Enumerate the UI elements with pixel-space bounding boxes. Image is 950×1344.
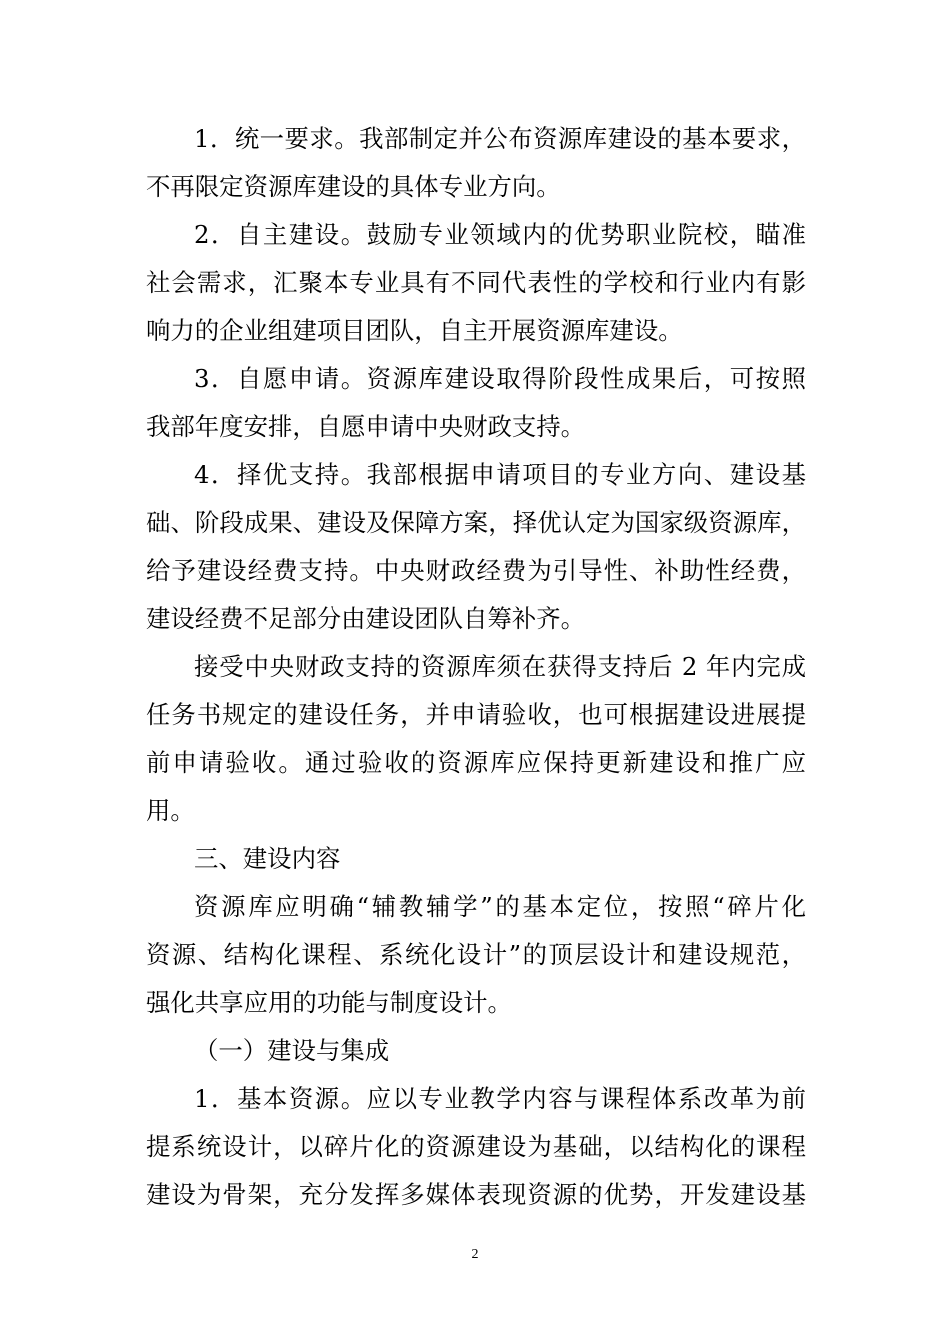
paragraph-2-line-1: 2．自主建设。鼓励专业领域内的优势职业院校，瞄准 [194, 220, 806, 249]
paragraph-7-line-3: 建设为骨架，充分发挥多媒体表现资源的优势，开发建设基 [146, 1180, 806, 1209]
paragraph-3-line-2: 我部年度安排，自愿申请中央财政支持。 [146, 412, 586, 441]
paragraph-5-line-1: 接受中央财政支持的资源库须在获得支持后 2 年内完成 [194, 652, 806, 681]
paragraph-4-line-3: 给予建设经费支持。中央财政经费为引导性、补助性经费， [146, 556, 806, 585]
paragraph-1-line-2: 不再限定资源库建设的具体专业方向。 [146, 172, 561, 201]
paragraph-4-line-1: 4．择优支持。我部根据申请项目的专业方向、建设基 [194, 460, 806, 489]
paragraph-5-line-3: 前申请验收。通过验收的资源库应保持更新建设和推广应 [146, 748, 806, 777]
paragraph-1-line-1: 1．统一要求。我部制定并公布资源库建设的基本要求， [194, 124, 806, 153]
paragraph-3-line-1: 3．自愿申请。资源库建设取得阶段性成果后，可按照 [194, 364, 806, 393]
page-number: 2 [471, 1247, 479, 1262]
paragraph-2-line-3: 响力的企业组建项目团队，自主开展资源库建设。 [146, 316, 683, 345]
paragraph-5-line-2: 任务书规定的建设任务，并申请验收，也可根据建设进展提 [146, 700, 806, 729]
section-heading: 三、建设内容 [194, 844, 341, 873]
paragraph-7-line-1: 1．基本资源。应以专业教学内容与课程体系改革为前 [194, 1084, 806, 1113]
paragraph-6-line-2: 资源、结构化课程、系统化设计”的顶层设计和建设规范， [146, 940, 806, 969]
paragraph-5-line-4: 用。 [146, 796, 195, 825]
subsection-heading: （一）建设与集成 [194, 1036, 390, 1065]
paragraph-4-line-2: 础、阶段成果、建设及保障方案，择优认定为国家级资源库， [146, 508, 806, 537]
paragraph-4-line-4: 建设经费不足部分由建设团队自筹补齐。 [146, 604, 586, 633]
paragraph-6-line-3: 强化共享应用的功能与制度设计。 [146, 988, 512, 1017]
paragraph-6-line-1: 资源库应明确“辅教辅学”的基本定位，按照“碎片化 [194, 892, 806, 921]
paragraph-7-line-2: 提系统设计，以碎片化的资源建设为基础，以结构化的课程 [146, 1132, 806, 1161]
paragraph-2-line-2: 社会需求，汇聚本专业具有不同代表性的学校和行业内有影 [146, 268, 806, 297]
